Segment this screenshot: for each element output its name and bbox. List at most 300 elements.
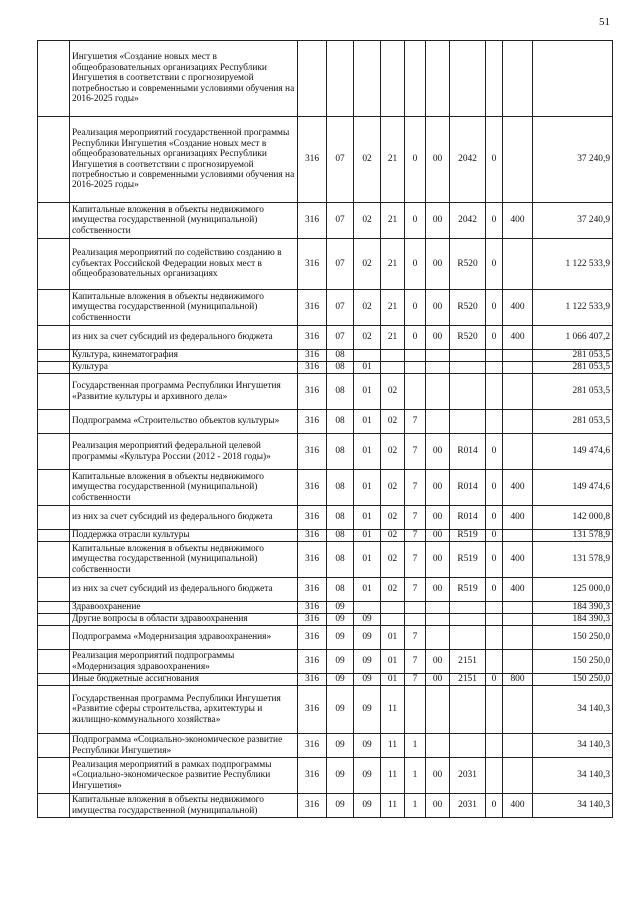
row-name: Реализация мероприятий подпрограммы «Модернизация здравоохранения»	[70, 650, 298, 674]
code-cell: R519	[450, 578, 486, 602]
code-cell: 316	[298, 674, 327, 686]
code-cell: 316	[298, 614, 327, 626]
code-cell: 00	[426, 674, 450, 686]
code-cell: 7	[405, 506, 426, 530]
code-cell: 09	[327, 602, 354, 614]
row-name: из них за счет субсидий из федерального бюджета	[70, 326, 298, 350]
code-cell	[426, 614, 450, 626]
code-cell: 0	[405, 239, 426, 290]
row-number-cell	[38, 614, 70, 626]
code-cell: 01	[354, 362, 381, 374]
code-cell: 400	[503, 290, 533, 326]
code-cell	[381, 362, 405, 374]
code-cell: 316	[298, 362, 327, 374]
table-row	[38, 674, 613, 686]
code-cell: 09	[354, 758, 381, 794]
code-cell: 02	[381, 470, 405, 506]
code-cell: 11	[381, 686, 405, 734]
code-cell	[450, 614, 486, 626]
code-cell: 02	[354, 203, 381, 239]
code-cell: 11	[381, 758, 405, 794]
code-cell: 08	[327, 374, 354, 410]
table-row	[38, 602, 613, 614]
code-cell: 7	[405, 650, 426, 674]
code-cell	[426, 41, 450, 117]
code-cell: 0	[486, 530, 503, 542]
row-name: Подпрограмма «Строительство объектов культуры»	[70, 410, 298, 434]
row-number-cell	[38, 686, 70, 734]
table-row	[38, 506, 613, 530]
code-cell: 2031	[450, 758, 486, 794]
table-body	[38, 41, 613, 818]
table-row	[38, 614, 613, 626]
code-cell: 316	[298, 374, 327, 410]
code-cell	[503, 686, 533, 734]
code-cell	[405, 374, 426, 410]
code-cell: 08	[327, 434, 354, 470]
code-cell: 7	[405, 410, 426, 434]
code-cell: 0	[486, 470, 503, 506]
code-cell	[486, 614, 503, 626]
code-cell: 09	[354, 626, 381, 650]
table-row	[38, 290, 613, 326]
code-cell	[503, 734, 533, 758]
code-cell: 316	[298, 239, 327, 290]
code-cell: 1	[405, 794, 426, 818]
code-cell: 11	[381, 734, 405, 758]
code-cell	[426, 686, 450, 734]
code-cell	[405, 614, 426, 626]
code-cell	[426, 350, 450, 362]
code-cell	[486, 374, 503, 410]
row-number-cell	[38, 530, 70, 542]
table-row	[38, 758, 613, 794]
code-cell: 02	[354, 117, 381, 203]
row-name: Здравоохранение	[70, 602, 298, 614]
code-cell: R014	[450, 506, 486, 530]
code-cell: 0	[486, 203, 503, 239]
code-cell: 00	[426, 542, 450, 578]
code-cell: 08	[327, 410, 354, 434]
code-cell: 400	[503, 203, 533, 239]
table-row	[38, 578, 613, 602]
code-cell: 00	[426, 434, 450, 470]
code-cell	[503, 758, 533, 794]
row-sum: 281 053,5	[533, 350, 613, 362]
code-cell: 0	[486, 434, 503, 470]
table-row	[38, 434, 613, 470]
row-sum: 1 122 533,9	[533, 290, 613, 326]
code-cell: 400	[503, 578, 533, 602]
code-cell: 0	[486, 239, 503, 290]
code-cell: 0	[486, 506, 503, 530]
code-cell: 316	[298, 434, 327, 470]
row-number-cell	[38, 650, 70, 674]
row-sum: 281 053,5	[533, 362, 613, 374]
code-cell: 08	[327, 350, 354, 362]
row-name: Подпрограмма «Социально-экономическое развитие Республики Ингушетия»	[70, 734, 298, 758]
code-cell: 7	[405, 470, 426, 506]
code-cell: 7	[405, 626, 426, 650]
row-number-cell	[38, 362, 70, 374]
code-cell: 316	[298, 326, 327, 350]
table-row	[38, 686, 613, 734]
table-row	[38, 650, 613, 674]
row-number-cell	[38, 290, 70, 326]
code-cell	[503, 626, 533, 650]
code-cell	[486, 602, 503, 614]
code-cell	[486, 626, 503, 650]
code-cell: 2151	[450, 674, 486, 686]
row-name: Иные бюджетные ассигнования	[70, 674, 298, 686]
code-cell: 09	[327, 794, 354, 818]
code-cell	[503, 410, 533, 434]
code-cell: 0	[486, 674, 503, 686]
row-number-cell	[38, 410, 70, 434]
row-number-cell	[38, 626, 70, 650]
code-cell: 0	[405, 117, 426, 203]
code-cell: 7	[405, 530, 426, 542]
page-number: 51	[599, 16, 610, 28]
code-cell: R519	[450, 530, 486, 542]
code-cell	[298, 41, 327, 117]
row-sum: 281 053,5	[533, 410, 613, 434]
row-number-cell	[38, 578, 70, 602]
code-cell	[486, 362, 503, 374]
row-name: Поддержка отрасли культуры	[70, 530, 298, 542]
code-cell	[405, 362, 426, 374]
code-cell	[381, 602, 405, 614]
code-cell	[486, 41, 503, 117]
budget-table	[37, 40, 613, 818]
code-cell: 316	[298, 686, 327, 734]
code-cell: 00	[426, 758, 450, 794]
code-cell: 2042	[450, 203, 486, 239]
code-cell: 02	[381, 530, 405, 542]
row-name: Капитальные вложения в объекты недвижимого имущества государственной (муниципальной) собственности	[70, 290, 298, 326]
code-cell: 09	[354, 674, 381, 686]
row-name: Реализация мероприятий по содействию созданию в субъектах Российской Федерации новых мест в общеобразовательных организациях	[70, 239, 298, 290]
code-cell: 400	[503, 794, 533, 818]
code-cell: 09	[354, 650, 381, 674]
code-cell: 316	[298, 506, 327, 530]
row-name: из них за счет субсидий из федерального бюджета	[70, 506, 298, 530]
code-cell: 0	[486, 794, 503, 818]
code-cell: 400	[503, 470, 533, 506]
code-cell	[450, 362, 486, 374]
code-cell: 316	[298, 350, 327, 362]
code-cell: 01	[354, 410, 381, 434]
row-sum: 184 390,3	[533, 602, 613, 614]
code-cell	[405, 41, 426, 117]
code-cell: 02	[354, 239, 381, 290]
code-cell	[426, 362, 450, 374]
code-cell: 02	[381, 434, 405, 470]
code-cell	[450, 410, 486, 434]
code-cell: 00	[426, 326, 450, 350]
row-number-cell	[38, 794, 70, 818]
code-cell: 09	[327, 686, 354, 734]
row-sum: 1 066 407,2	[533, 326, 613, 350]
row-sum: 142 000,8	[533, 506, 613, 530]
code-cell: 08	[327, 470, 354, 506]
code-cell	[503, 117, 533, 203]
code-cell: 09	[327, 758, 354, 794]
code-cell	[354, 41, 381, 117]
code-cell: 09	[354, 614, 381, 626]
code-cell: 01	[354, 374, 381, 410]
code-cell: 00	[426, 239, 450, 290]
code-cell: 7	[405, 674, 426, 686]
row-sum: 131 578,9	[533, 542, 613, 578]
code-cell: 0	[405, 290, 426, 326]
code-cell	[426, 626, 450, 650]
code-cell: 0	[486, 117, 503, 203]
code-cell: 01	[354, 578, 381, 602]
code-cell: 01	[381, 674, 405, 686]
code-cell: 800	[503, 674, 533, 686]
table-row	[38, 470, 613, 506]
code-cell: 316	[298, 794, 327, 818]
code-cell	[450, 734, 486, 758]
code-cell: 316	[298, 530, 327, 542]
row-sum: 184 390,3	[533, 614, 613, 626]
code-cell: 02	[381, 578, 405, 602]
row-number-cell	[38, 203, 70, 239]
code-cell: 09	[354, 734, 381, 758]
code-cell	[381, 41, 405, 117]
code-cell: 0	[405, 203, 426, 239]
row-number-cell	[38, 470, 70, 506]
code-cell: 02	[381, 506, 405, 530]
code-cell: 2042	[450, 117, 486, 203]
code-cell: 316	[298, 734, 327, 758]
code-cell: 01	[354, 434, 381, 470]
row-sum: 34 140,3	[533, 758, 613, 794]
row-sum: 34 140,3	[533, 794, 613, 818]
code-cell: 07	[327, 290, 354, 326]
code-cell: 09	[327, 626, 354, 650]
code-cell: 21	[381, 239, 405, 290]
code-cell: 2031	[450, 794, 486, 818]
code-cell: 21	[381, 326, 405, 350]
code-cell: 01	[354, 506, 381, 530]
code-cell: 07	[327, 203, 354, 239]
row-number-cell	[38, 117, 70, 203]
code-cell	[405, 350, 426, 362]
code-cell: 09	[327, 614, 354, 626]
row-sum: 149 474,6	[533, 470, 613, 506]
row-name: Реализация мероприятий федеральной целевой программы «Культура России (2012 - 2018 годы)»	[70, 434, 298, 470]
code-cell: 400	[503, 542, 533, 578]
row-sum: 125 000,0	[533, 578, 613, 602]
code-cell	[486, 410, 503, 434]
row-name: Государственная программа Республики Ингушетия «Развитие культуры и архивного дела»	[70, 374, 298, 410]
row-name: Капитальные вложения в объекты недвижимого имущества государственной (муниципальной) собственности	[70, 542, 298, 578]
code-cell: 00	[426, 290, 450, 326]
row-sum	[533, 41, 613, 117]
row-name: Подпрограмма «Модернизация здравоохранения»	[70, 626, 298, 650]
row-sum: 37 240,9	[533, 203, 613, 239]
code-cell	[354, 602, 381, 614]
code-cell: 2151	[450, 650, 486, 674]
code-cell	[405, 602, 426, 614]
row-sum: 131 578,9	[533, 530, 613, 542]
code-cell	[354, 350, 381, 362]
code-cell: R014	[450, 434, 486, 470]
code-cell: 00	[426, 650, 450, 674]
code-cell	[503, 602, 533, 614]
code-cell: 1	[405, 734, 426, 758]
code-cell	[503, 530, 533, 542]
code-cell	[381, 350, 405, 362]
table-row	[38, 542, 613, 578]
code-cell: 02	[354, 326, 381, 350]
code-cell: 01	[381, 650, 405, 674]
table-row	[38, 117, 613, 203]
code-cell: 0	[486, 542, 503, 578]
row-sum: 34 140,3	[533, 734, 613, 758]
code-cell	[486, 650, 503, 674]
code-cell: 01	[354, 470, 381, 506]
code-cell: R014	[450, 470, 486, 506]
code-cell: 00	[426, 203, 450, 239]
code-cell	[503, 41, 533, 117]
code-cell	[486, 758, 503, 794]
code-cell	[503, 614, 533, 626]
code-cell: 08	[327, 362, 354, 374]
code-cell: 316	[298, 542, 327, 578]
table-row	[38, 362, 613, 374]
row-number-cell	[38, 41, 70, 117]
code-cell	[503, 434, 533, 470]
row-number-cell	[38, 434, 70, 470]
code-cell	[426, 602, 450, 614]
code-cell	[450, 626, 486, 650]
row-name: Ингушетия «Создание новых мест в общеобразовательных организациях Республики Ингушетия в соответствии с прогнозируемой потребностью и современными условиями обучения на 2016-2025 годы»	[70, 41, 298, 117]
code-cell: R520	[450, 290, 486, 326]
row-name: Капитальные вложения в объекты недвижимого имущества государственной (муниципальной) собственности	[70, 470, 298, 506]
code-cell: 00	[426, 578, 450, 602]
row-name: Культура	[70, 362, 298, 374]
row-name: Другие вопросы в области здравоохранения	[70, 614, 298, 626]
code-cell	[503, 362, 533, 374]
code-cell: 21	[381, 203, 405, 239]
row-number-cell	[38, 326, 70, 350]
code-cell: 08	[327, 530, 354, 542]
code-cell: 11	[381, 794, 405, 818]
code-cell: 01	[354, 530, 381, 542]
code-cell: 02	[381, 542, 405, 578]
code-cell: 02	[354, 290, 381, 326]
code-cell	[327, 41, 354, 117]
code-cell: 02	[381, 410, 405, 434]
table-row	[38, 203, 613, 239]
code-cell	[426, 374, 450, 410]
row-name: Реализация мероприятий в рамках подпрограммы «Социально-экономическое развитие Республики Ингушетия»	[70, 758, 298, 794]
row-name: Государственная программа Республики Ингушетия «Развитие сферы строительства, архитектуры и жилищно-коммунального хозяйства»	[70, 686, 298, 734]
code-cell: R520	[450, 239, 486, 290]
table-row	[38, 410, 613, 434]
code-cell: 21	[381, 290, 405, 326]
table-row	[38, 41, 613, 117]
table-row	[38, 794, 613, 818]
code-cell	[486, 734, 503, 758]
code-cell: 316	[298, 203, 327, 239]
code-cell: 316	[298, 410, 327, 434]
code-cell: 316	[298, 602, 327, 614]
table-row	[38, 374, 613, 410]
code-cell: 00	[426, 794, 450, 818]
code-cell: R520	[450, 326, 486, 350]
code-cell: 7	[405, 542, 426, 578]
code-cell: 316	[298, 290, 327, 326]
code-cell: 00	[426, 506, 450, 530]
code-cell	[450, 602, 486, 614]
code-cell: 07	[327, 117, 354, 203]
code-cell	[486, 686, 503, 734]
code-cell	[503, 650, 533, 674]
row-number-cell	[38, 602, 70, 614]
code-cell: 0	[486, 578, 503, 602]
code-cell: 0	[405, 326, 426, 350]
code-cell: 01	[381, 626, 405, 650]
code-cell	[450, 686, 486, 734]
table-row	[38, 530, 613, 542]
row-sum: 34 140,3	[533, 686, 613, 734]
table-row	[38, 239, 613, 290]
row-sum: 37 240,9	[533, 117, 613, 203]
code-cell	[450, 350, 486, 362]
row-number-cell	[38, 374, 70, 410]
code-cell: 400	[503, 326, 533, 350]
row-sum: 281 053,5	[533, 374, 613, 410]
code-cell: 316	[298, 470, 327, 506]
code-cell	[503, 239, 533, 290]
code-cell: 09	[327, 674, 354, 686]
table-row	[38, 326, 613, 350]
row-name: из них за счет субсидий из федерального бюджета	[70, 578, 298, 602]
code-cell	[450, 41, 486, 117]
code-cell: 0	[486, 290, 503, 326]
code-cell: 02	[381, 374, 405, 410]
code-cell: 08	[327, 578, 354, 602]
code-cell: 316	[298, 626, 327, 650]
row-number-cell	[38, 542, 70, 578]
code-cell: R519	[450, 542, 486, 578]
code-cell	[450, 374, 486, 410]
code-cell: 21	[381, 117, 405, 203]
code-cell	[486, 350, 503, 362]
row-number-cell	[38, 734, 70, 758]
code-cell: 08	[327, 542, 354, 578]
code-cell: 09	[354, 794, 381, 818]
row-name: Реализация мероприятий государственной программы Республики Ингушетия «Создание новых мест в общеобразовательных организациях Республики Ингушетия в соответствии с прогнозируемой потребностью и современными условиями обучения на 2016-2025 годы»	[70, 117, 298, 203]
code-cell: 08	[327, 506, 354, 530]
row-number-cell	[38, 239, 70, 290]
code-cell: 00	[426, 470, 450, 506]
code-cell: 0	[486, 326, 503, 350]
code-cell	[426, 410, 450, 434]
code-cell: 316	[298, 117, 327, 203]
row-name: Капитальные вложения в объекты недвижимого имущества государственной (муниципальной)	[70, 794, 298, 818]
code-cell: 316	[298, 650, 327, 674]
code-cell: 00	[426, 530, 450, 542]
code-cell	[405, 686, 426, 734]
code-cell: 01	[354, 542, 381, 578]
row-sum: 150 250,0	[533, 650, 613, 674]
code-cell: 09	[354, 686, 381, 734]
